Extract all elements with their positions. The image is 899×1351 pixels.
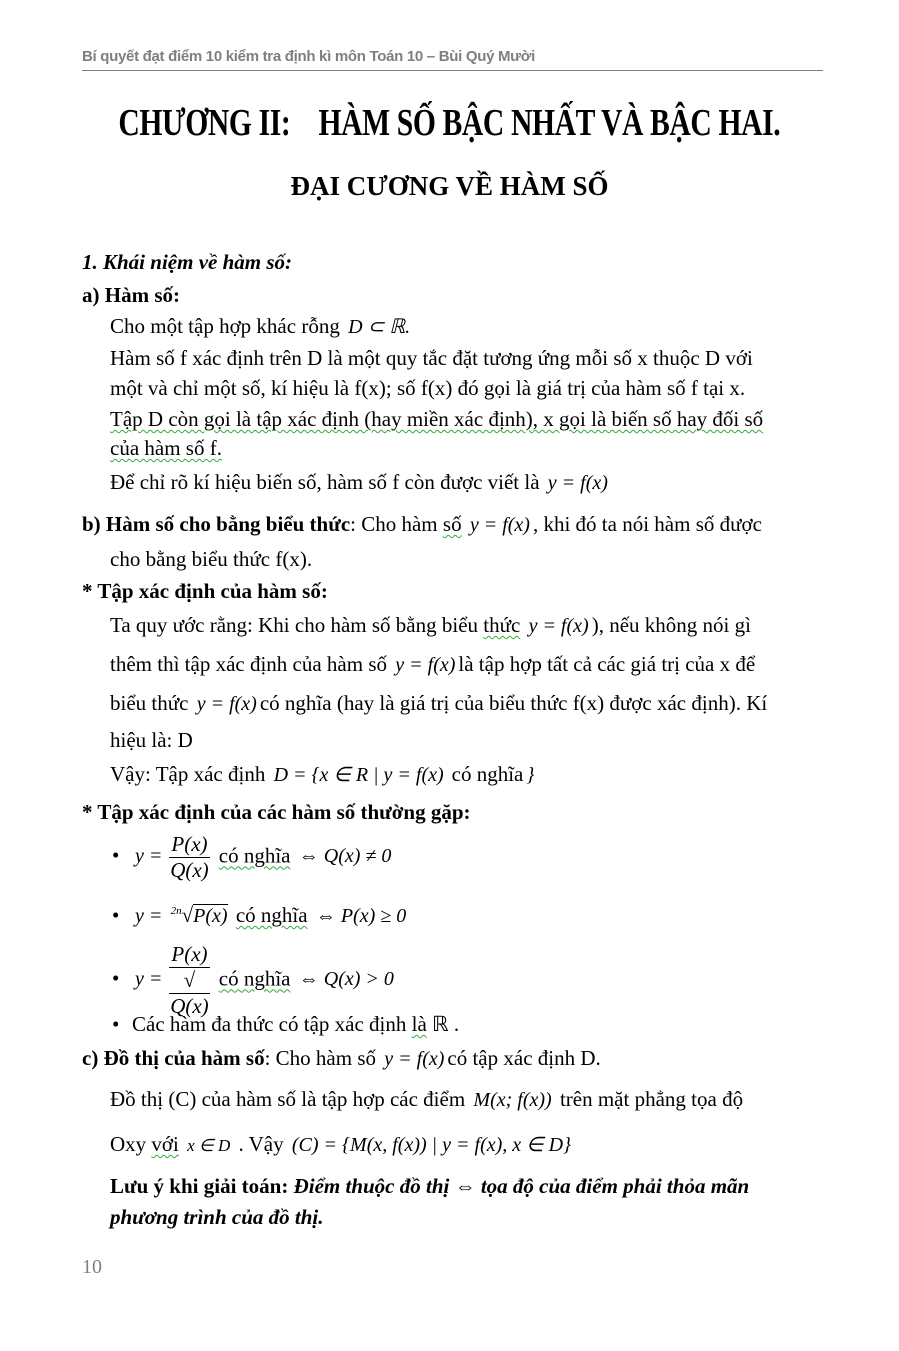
para-t1 [110,613,751,638]
text: , khi đó ta nói hàm số được [532,512,762,536]
text: thức [483,613,521,637]
math: D = {x ∈ R | y = f(x) [273,764,449,786]
math: (C) = {M(x, f(x)) | y = f(x), x ∈ D} [291,1134,572,1156]
math: y = [135,968,163,991]
heading-a-text: a) Hàm số: [82,283,180,307]
para-a6 [110,470,611,495]
math: y = f(x) [528,615,589,637]
heading-c: c) Đồ thị của hàm số [82,1046,265,1070]
numerator: P(x) [171,942,208,966]
text: có nghĩa [235,903,308,927]
para-t2 [110,652,755,677]
chapter-title-row [0,100,899,146]
text: : Cho hàm số [264,1046,382,1070]
text: ), nếu không nói gì [591,613,751,637]
para-a4: Tập D còn gọi là tập xác định (hay miền xác định), x gọi là biến số hay đối số [110,407,764,431]
para-t3 [110,691,767,716]
section-title: ĐẠI CƯƠNG VỀ HÀM SỐ [290,171,609,201]
text: Vậy: Tập xác định [110,762,271,786]
text: có nghĩa [218,966,291,991]
bullet-rational-root: • y = P(x) √ Q(x) có nghĩa ⇔ Q(x) > 0 [112,942,394,1018]
text: có nghĩa (hay là giá trị của biểu thức f(x) được xác định). Kí [259,691,768,715]
bullet-root: • y = $^{2n}$√P(x) có nghĩa ⇔ P(x) ≥ 0 [112,903,407,927]
root-index: 2n [170,905,182,917]
text: là [411,1012,427,1036]
text: có nghĩa [451,762,524,786]
text: Để chỉ rõ kí hiệu biến số, hàm số f còn được viết là [110,470,545,494]
page-number: 10 [82,1256,102,1278]
note-text: Điểm thuộc đồ thị ⇔ tọa độ của điểm phải thỏa mãn [293,1174,750,1198]
fraction: P(x) √ Q(x) [170,942,209,1018]
fraction [169,832,209,883]
note-line-1 [110,1174,749,1198]
text: . Vậy [233,1132,289,1156]
heading-a [82,283,180,307]
math: M(x; f(x)) [473,1089,552,1111]
math: y = [135,845,163,868]
para-b1 [82,512,762,537]
bullet-rational: • y = $\frac{P(x)}{Q(x)}$ có nghĩa ⇔ Q(x) ≠ 0 [112,832,392,882]
text: biểu thức [110,691,194,715]
running-header: Bí quyết đạt điểm 10 kiểm tra định kì môn Toán 10 – Bùi Quý Mười [82,48,535,65]
para-c3 [110,1132,574,1158]
header-rule [82,70,823,71]
text: : Cho hàm [350,512,443,536]
text: số [442,512,462,536]
heading-domain: * Tập xác định của hàm số: [82,579,328,603]
denominator: Q(x) [170,858,209,882]
math: y = f(x) [395,654,456,676]
para-b2: cho bằng biểu thức f(x). [110,547,313,571]
text: với [151,1132,179,1156]
text: thêm thì tập xác định của hàm số [110,652,393,676]
math: x ∈ D [187,1136,231,1155]
heading-common-domains: * Tập xác định của các hàm số thường gặp: [82,800,471,824]
para-a2: Hàm số f xác định trên D là một quy tắc đặt tương ứng mỗi số x thuộc D với [110,346,753,370]
text: Oxy [110,1132,152,1156]
math: y = f(x) [196,693,257,715]
denominator: Q(x) [170,994,209,1018]
para-a1 [110,314,413,339]
bullet-polynomial: • Các hàm đa thức có tập xác định là ℝ . [112,1012,460,1036]
chapter-title: CHƯƠNG II: HÀM SỐ BẬC NHẤT VÀ BẬC HAI. [118,102,781,144]
radicand: P(x) [193,905,228,927]
math: y = [135,905,163,927]
heading-1: 1. Khái niệm về hàm số: [82,250,293,274]
heading-b: b) Hàm số cho bằng biểu thức [82,512,351,536]
para-t5 [110,762,537,787]
text: Đồ thị (C) của hàm số là tập hợp các điểm [110,1087,471,1111]
text: có nghĩa [218,843,291,868]
math: y = f(x) [469,514,530,536]
math: } [526,764,535,786]
para-a5: của hàm số f. [110,436,222,460]
para-c1 [82,1046,601,1071]
para-a3: một và chỉ một số, kí hiệu là f(x); số f(x) đó gọi là giá trị của hàm số f tại x. [110,376,746,400]
text: trên mặt phẳng tọa độ [554,1087,744,1111]
note-label: Lưu ý khi giải toán: [110,1174,294,1198]
text: Cho một tập hợp khác rỗng [110,314,346,338]
text: Ta quy ước rằng: Khi cho hàm số bằng biểu [110,613,484,637]
math: y = f(x) [384,1048,445,1070]
math: ⇔ Q(x) > 0 [298,968,394,991]
text: ℝ . [426,1012,460,1036]
text: có tập xác định D. [447,1046,601,1070]
text: là tập hợp tất cả các giá trị của x để [458,652,756,676]
text: Các hàm đa thức có tập xác định [132,1012,412,1036]
para-t4: hiệu là: D [110,728,193,752]
math: ⇔ Q(x) ≠ 0 [298,845,392,868]
math: y = f(x) [547,472,608,494]
para-c2 [110,1087,743,1112]
math: D ⊂ ℝ. [348,316,411,338]
note-line-2: phương trình của đồ thị. [110,1205,324,1229]
numerator: P(x) [171,832,208,856]
math: ⇔ P(x) ≥ 0 [315,905,407,927]
